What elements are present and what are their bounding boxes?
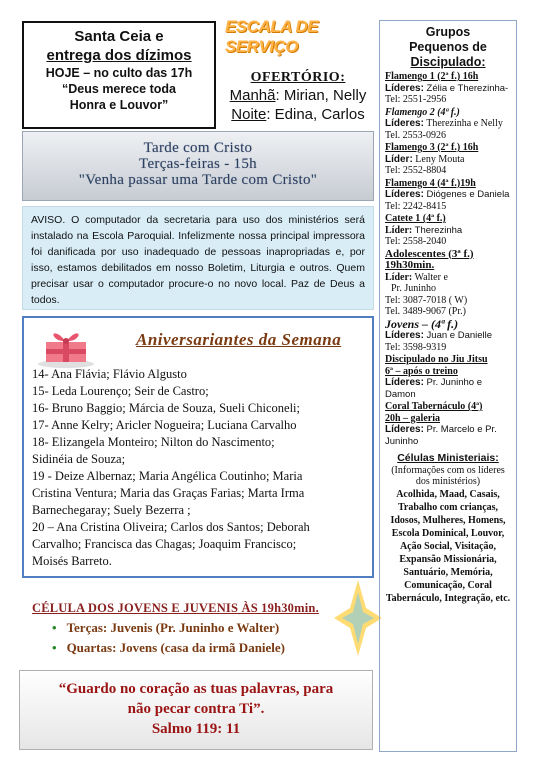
tarde-line-3: "Venha passar uma Tarde com Cristo"	[78, 172, 318, 188]
grupo-jovens: Jovens – (4ª f.) Líderes: Juan e Danielle Tel: 3598-9319	[385, 316, 493, 353]
tarde-line-2: Terças-feiras - 15h	[139, 156, 257, 172]
manha-label: Manhã	[229, 87, 276, 104]
gift-cake-icon	[36, 324, 96, 368]
grupo-jiu-jitsu: Discipulado no Jiu Jitsu 6ª – após o treino Líderes: Pr. Juninho e Damon	[385, 354, 488, 400]
manha-names: : Mirian, Nelly	[275, 87, 367, 104]
list-item	[52, 638, 285, 658]
grupo-flamengo-3: Flamengo 3 (2ª f.) 16h Líder: Leny Mouta Tel: 2552-8804	[385, 142, 479, 176]
list-item: 17- Anne Kelry; Aricler Nogueira; Luciana Carvalho	[32, 418, 297, 432]
ofertorio-block	[218, 70, 378, 124]
escala-title: ESCALA DE SERVIÇO	[225, 17, 319, 56]
list-item: 15- Leda Lourenço; Seir de Castro;	[32, 384, 209, 398]
ceia-line-1: HOJE – no culto das 17h	[45, 66, 193, 80]
grupo-flamengo-4: Flamengo 4 (4ª f.)19h Líderes: Diógenes e Daniela Tel: 2242-8415	[385, 177, 510, 212]
list-item	[52, 618, 285, 638]
grupo-adolescentes: Adolescentes (3ª f.) 19h30min. Líder: Walter e Pr. Juninho Tel: 3087-7018 ( W) Tel. 3489-9067 (Pr.)	[385, 247, 474, 317]
tarde-line-1: Tarde com Cristo	[143, 140, 253, 156]
grupos-title	[385, 25, 511, 70]
celula-jovens-list	[52, 618, 285, 658]
ofertorio-label: OFERTÓRIO:	[250, 70, 346, 85]
list-item: 14- Ana Flávia; Flávio Algusto	[32, 367, 187, 381]
list-item: Carvalho; Francisca das Chagas; Joaquim Francisco;	[32, 537, 297, 551]
grupos-title-1: Grupos	[425, 25, 471, 39]
verse-line-3: Salmo 119: 11	[151, 721, 241, 737]
verse-box	[19, 670, 373, 750]
decorative-star-icon	[332, 578, 384, 658]
ceia-title-2: entrega dos dízimos	[46, 47, 192, 64]
grupo-coral: Coral Tabernáculo (4ª) 20h – galeria Líderes: Pr. Marcelo e Pr. Juninho	[385, 401, 497, 447]
tarde-com-cristo-banner	[22, 131, 374, 201]
grupos-title-3: Discipulado:	[410, 55, 486, 69]
list-item: 20 – Ana Cristina Oliveira; Carlos dos Santos; Deborah	[32, 520, 310, 534]
aviso-box: AVISO. O computador da secretaria para uso dos ministérios será instalado na Escola Paroquial. Infelizmente nossa principal impressora foi danificada por uso inadequado de pessoas inapropriadas e, por isso, estamos debilitados em nosso Boletim, Liturgia e outros. Quem precisar usar o computador procure-o no novo local. Paz de Deus a todos.	[22, 206, 374, 310]
list-item: Sidinéia de Souza;	[32, 452, 126, 466]
noite-names: : Edina, Carlos	[266, 106, 365, 123]
grupos-column	[379, 20, 517, 752]
grupo-catete-1: Catete 1 (4ª f.) Líder: Therezinha Tel: 2558-2040	[385, 213, 463, 247]
noite-line	[218, 105, 378, 124]
celulas-ministeriais-list: Acolhida, Maad, Casais, Trabalho com crianças, Idosos, Mulheres, Homens, Escola Dominical, Louvor, Ação Social, Visitação, Expansão Missionária, Santuário, Memória, Comunicação, Coral Tabernáculo, Integração, etc.	[385, 488, 511, 604]
list-item: 19 - Deize Albernaz; Maria Angélica Coutinho; Maria	[32, 469, 303, 483]
list-item: 16- Bruno Baggio; Márcia de Souza, Sueli Chiconeli;	[32, 401, 301, 415]
list-item: Cristina Ventura; Maria das Graças Farias; Marta Irma	[32, 486, 305, 500]
celulas-ministeriais-title: Células Ministeriais:	[397, 452, 499, 464]
grupo-flamengo-2: Flamengo 2 (4ª f.) Líderes: Therezinha e Nelly Tel. 2553-0926	[385, 106, 503, 141]
aniversariantes-list	[32, 366, 368, 570]
manha-line	[218, 86, 378, 105]
celula-item-label: Quartas: Jovens (casa da irmã Daniele)	[66, 640, 286, 655]
celula-jovens-title: CÉLULA DOS JOVENS E JUVENIS ÀS 19h30min.	[32, 601, 319, 615]
celulas-ministeriais-sub: (Informações com os líderes dos ministérios)	[391, 464, 505, 487]
verse-line-1: “Guardo no coração as tuas palavras, para	[58, 681, 334, 697]
aniversariantes-box	[22, 316, 374, 578]
celula-item-label: Terças: Juvenis (Pr. Juninho e Walter)	[66, 620, 280, 635]
ceia-title-1: Santa Ceia e	[74, 28, 164, 45]
santa-ceia-box	[22, 21, 216, 129]
ceia-line-3: Honra e Louvor”	[69, 98, 169, 112]
verse-line-2: não pecar contra Ti”.	[127, 701, 265, 717]
list-item: 18- Elizangela Monteiro; Nilton do Nascimento;	[32, 435, 275, 449]
ceia-line-2: “Deus merece toda	[62, 82, 176, 96]
bullet-icon: •	[52, 640, 57, 655]
noite-label: Noite	[231, 106, 267, 123]
grupo-flamengo-1: Flamengo 1 (2ª f.) 16h Líderes: Zélia e Therezinha- Tel: 2551-2956	[385, 71, 509, 105]
bullet-icon: •	[52, 620, 57, 635]
list-item: Moisés Barreto.	[32, 554, 112, 568]
list-item: Barnechegaray; Suely Bezerra ;	[32, 503, 191, 517]
aniversariantes-title: Aniversariantes da Semana	[136, 330, 342, 349]
grupos-title-2: Pequenos de	[409, 40, 487, 54]
